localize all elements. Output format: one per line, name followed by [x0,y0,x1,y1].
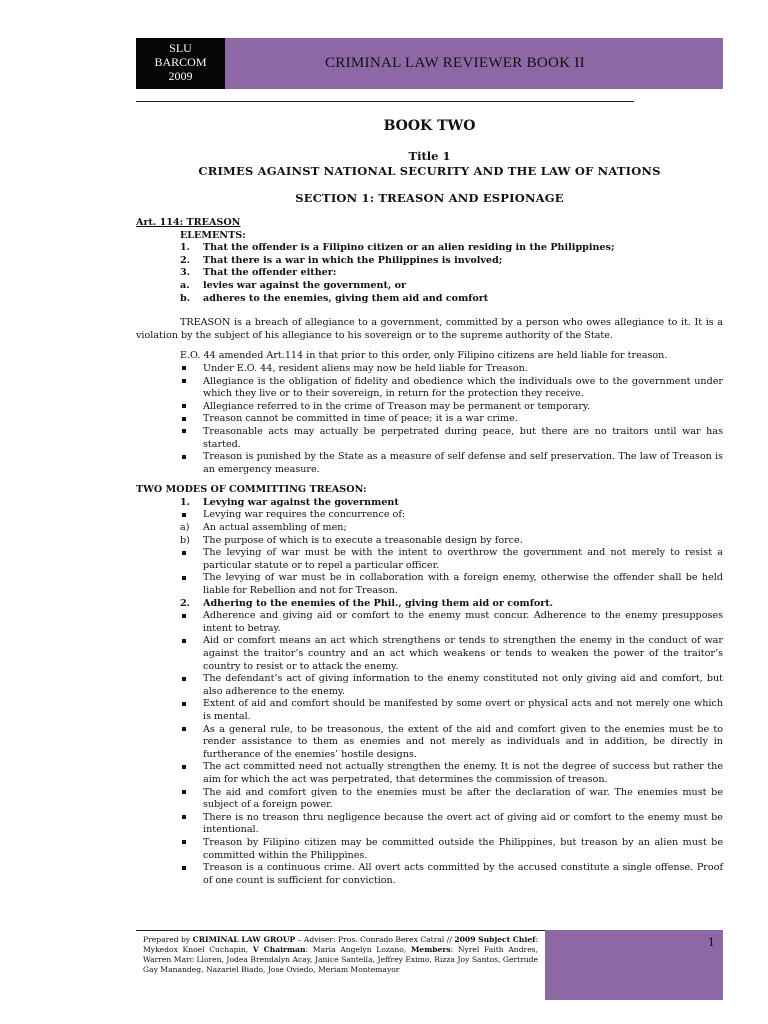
notes-list [136,363,723,476]
mode-1-item: Levying war requires the concurrence of: [136,509,723,522]
mode-2-item: The act committed need not actually strengthen the enemy. It is not the degree of success but rather the aim for which the act was perpetrated, that determines the commission of treason. [136,761,723,786]
section-heading: SECTION 1: TREASON AND ESPIONAGE [295,191,564,205]
article-label: Art. 114: TREASON [136,217,241,228]
bullet-icon [180,413,203,426]
bullet-icon [180,376,203,401]
bullet-icon [180,610,203,635]
header-banner [225,38,723,89]
mode-2-title: 2. Adhering to the enemies of the Phil., giving them aid or comfort. [180,597,554,609]
bullet-icon [180,724,203,762]
mode-1-item: The levying of war must be with the intent to overthrow the government and not merely to resist a particular statute or to repel a particular officer. [136,547,723,572]
bullet-icon [180,509,203,522]
header-badge [136,38,225,89]
mode-1-item: b) The purpose of which is to execute a treasonable design by force. [180,534,523,546]
bullet-icon [180,547,203,572]
bullet-icon [180,761,203,786]
page-number: 1 [708,936,715,949]
bullet-icon [180,426,203,451]
mode-2-item: There is no treason thru negligence because the overt act of giving aid or comfort to the enemy must be intentional. [136,812,723,837]
footer-page-box [545,930,723,1000]
bullet-icon [180,698,203,723]
bullet-icon [180,572,203,597]
mode-2-item: The aid and comfort given to the enemies must be after the declaration of war. The enemies must be subject of a foreign power. [136,787,723,812]
eo-note: E.O. 44 amended Art.114 in that prior to this order, only Filipino citizens are held liable for treason. [180,350,668,362]
footer-rule [136,930,546,931]
bullet-icon [180,787,203,812]
mode-1-item: The levying of war must be in collaboration with a foreign enemy, otherwise the offender shall be held liable for Rebellion and not for Treason. [136,572,723,597]
mode-2-item: Aid or comfort means an act which strengthens or tends to strengthen the enemy in the conduct of war against the traitor’s country and an act which weakens or tends to weaken the power of the traitor’s country to resist or to attack the enemy. [136,635,723,673]
mode-1-item: a) An actual assembling of men; [180,522,347,534]
note-item: Under E.O. 44, resident aliens may now be held liable for Treason. [136,363,723,376]
note-item: Treasonable acts may actually be perpetrated during peace, but there are no traitors until war has started. [136,426,723,451]
badge-line-3: 2009 [168,69,193,83]
mode-2-item: Adherence and giving aid or comfort to the enemy must concur. Adherence to the enemy presupposes intent to betray. [136,610,723,635]
mode-1-title: 1. Levying war against the government [180,496,399,508]
badge-line-1: SLU [169,41,192,55]
mode-2-item: The defendant’s act of giving information to the enemy constituted not only giving aid and comfort, but also adherence to the enemy. [136,673,723,698]
title-name: CRIMES AGAINST NATIONAL SECURITY AND THE LAW OF NATIONS [198,164,661,178]
bullet-icon [180,451,203,476]
element-item: a. levies war against the government, or [180,279,407,291]
bullet-icon [180,401,203,414]
document-title: CRIMINAL LAW REVIEWER BOOK II [325,55,585,71]
bullet-icon [180,673,203,698]
document-body [136,217,723,887]
note-item: Allegiance referred to in the crime of Treason may be permanent or temporary. [136,401,723,414]
element-item: b. adheres to the enemies, giving them aid and comfort [180,292,489,304]
bullet-icon [180,862,203,887]
note-item: Allegiance is the obligation of fidelity and obedience which the individuals owe to the government under which they live or to their sovereign, in return for the protection they receive. [136,376,723,401]
bullet-icon [180,812,203,837]
footer-credits: Prepared by CRIMINAL LAW GROUP – Adviser: Pros. Conrado Berex Catral // 2009 Subject Chief: Mykedox Knoel Cuchapin, V Chairman: Maria Angelyn Lozano, Members: Nyrel Faith Andres, Warren Marc Lloren, Jodea Brendalyn Acay, Janice Santella, Jeffrey Eximo, Rizza Joy Santos, Gertrude Gay Manandeg, Nazariel Biado, Jose Oviedo, Meriam Montemayor [143,935,538,974]
bullet-icon [180,635,203,673]
bullet-icon [180,363,203,376]
mode-2-list [136,610,723,887]
header-rule [136,101,634,102]
treason-definition: TREASON is a breach of allegiance to a government, committed by a person who owes allegiance to it. It is a violation by the subject of his allegiance to his sovereign or to the supreme authority of the State. [136,317,723,341]
title-number: Title 1 [408,149,451,163]
bullet-icon [180,837,203,862]
element-item: 2. That there is a war in which the Philippines is involved; [180,254,503,266]
mode-2-item: Extent of aid and comfort should be manifested by some overt or physical acts and not merely one which is mental. [136,698,723,723]
elements-label: ELEMENTS: [180,229,246,241]
mode-2-item: As a general rule, to be treasonous, the extent of the aid and comfort given to the enemies must be to render assistance to them as enemies and not merely as individuals and in addition, be directly in furtherance of the enemies’ hostile designs. [136,724,723,762]
elements-list [136,242,723,305]
book-heading: BOOK TWO [383,118,476,134]
modes-heading: TWO MODES OF COMMITTING TREASON: [136,484,367,496]
badge-line-2: BARCOM [154,55,207,69]
element-item: 3. That the offender either: [180,267,337,279]
mode-2-item: Treason is a continuous crime. All overt acts committed by the accused constitute a single offense. Proof of one count is sufficient for conviction. [136,862,723,887]
element-item: 1. That the offender is a Filipino citizen or an alien residing in the Philippines; [180,242,615,254]
note-item: Treason is punished by the State as a measure of self defense and self preservation. The law of Treason is an emergency measure. [136,451,723,476]
mode-1-list [136,509,723,597]
note-item: Treason cannot be committed in time of peace; it is a war crime. [136,413,723,426]
mode-2-item: Treason by Filipino citizen may be committed outside the Philippines, but treason by an alien must be committed within the Philippines. [136,837,723,862]
